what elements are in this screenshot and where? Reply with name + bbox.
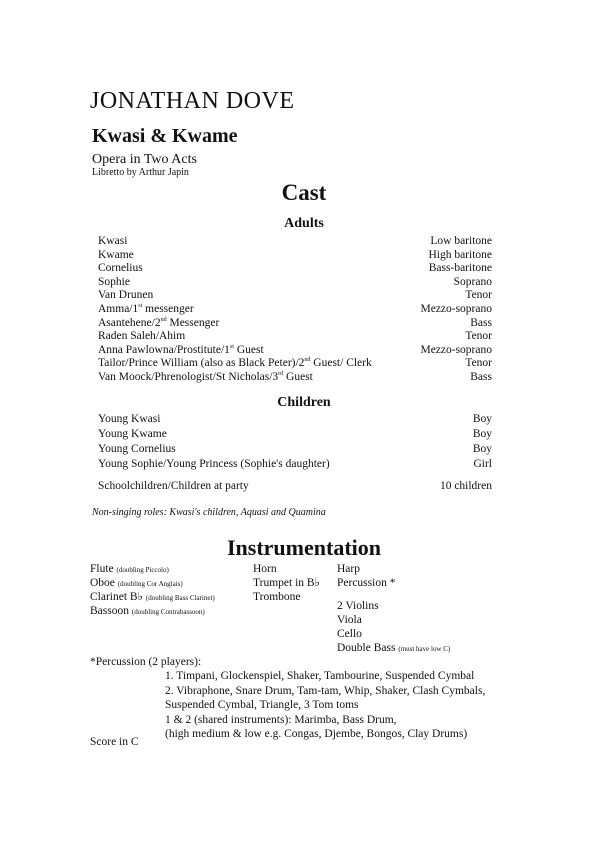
instrument-item: Trumpet in B♭ (253, 577, 320, 589)
role-name: Young Kwame (98, 428, 167, 440)
voice-type: Girl (473, 458, 492, 470)
score-note: Score in C (90, 736, 139, 748)
instrument-item: Harp (337, 563, 360, 575)
percussion-label: *Percussion (2 players): (90, 656, 202, 668)
opera-subtitle: Opera in Two Acts (92, 152, 197, 167)
woodwinds-list (90, 562, 215, 618)
role-name: Anna Pawlowna/Prostitute/1st Guest (98, 343, 264, 356)
cast-row (98, 317, 492, 331)
libretto-credit: Libretto by Arthur Japin (92, 167, 189, 178)
cast-row (98, 276, 492, 290)
cast-row (98, 303, 492, 317)
cast-row (98, 249, 492, 263)
instrument-item: Cello (337, 628, 362, 640)
instrumentation-heading: Instrumentation (226, 535, 381, 560)
children-cast-list (98, 412, 492, 472)
cast-row (98, 330, 492, 344)
cast-row (98, 412, 492, 427)
voice-type: Boy (472, 413, 492, 425)
percussion-line: 1. Timpani, Glockenspiel, Shaker, Tambourine, Suspended Cymbal (165, 670, 475, 682)
role-name: Schoolchildren/Children at party (98, 480, 249, 492)
opera-title: Kwasi & Kwame (92, 125, 238, 147)
cast-row (98, 262, 492, 276)
voice-type: Low baritone (430, 235, 492, 247)
instrument-item: Oboe (doubling Cor Anglais) (90, 577, 183, 589)
cast-row (98, 457, 492, 472)
voice-type: Bass (470, 316, 492, 329)
role-name: Young Cornelius (98, 443, 176, 455)
instrument-item: 2 Violins (337, 600, 379, 612)
strings-list (337, 599, 450, 655)
voice-type: Mezzo-soprano (420, 343, 492, 356)
voice-type: 10 children (439, 480, 492, 492)
instrument-item: Bassoon (doubling Contrabassoon) (90, 605, 205, 617)
voice-type: Boy (472, 443, 492, 455)
composer-name: JONATHAN DOVE (90, 88, 295, 114)
cast-row (98, 289, 492, 303)
voice-type: Boy (472, 428, 492, 440)
cast-row (98, 371, 492, 385)
role-name: Young Sophie/Young Princess (Sophie's daughter) (98, 458, 330, 470)
instrument-item: Trombone (253, 591, 301, 603)
voice-type: High baritone (428, 248, 492, 261)
percussion-line: (high medium & low e.g. Congas, Djembe, Bongos, Clay Drums) (165, 728, 468, 740)
percussion-details (165, 669, 485, 742)
role-name: Amma/1st messenger (98, 302, 194, 315)
instrument-item: Double Bass (must have low C) (337, 642, 451, 654)
role-name: Van Moock/Phrenologist/St Nicholas/3rd Guest (98, 370, 313, 383)
brass-list (253, 562, 320, 604)
role-name: Young Kwasi (98, 413, 161, 425)
role-name: Kwame (98, 248, 134, 261)
percussion-line: Suspended Cymbal, Triangle, 3 Tom toms (165, 699, 359, 711)
role-name: Raden Saleh/Ahim (98, 330, 186, 343)
cast-heading: Cast (281, 180, 327, 205)
cast-row (98, 427, 492, 442)
voice-type: Tenor (465, 330, 492, 343)
voice-type: Tenor (465, 357, 492, 370)
voice-type: Soprano (453, 275, 492, 288)
harp-percussion-list (337, 562, 395, 590)
voice-type: Bass (470, 370, 492, 383)
role-name: Sophie (98, 275, 130, 288)
instrument-item: Percussion * (337, 577, 396, 589)
adults-cast-list (98, 235, 492, 385)
instrument-item: Viola (337, 614, 362, 626)
role-name: Tailor/Prince William (also as Black Peter)/2nd Guest/ Clerk (98, 357, 372, 370)
role-name: Cornelius (98, 262, 143, 275)
cast-row (98, 357, 492, 371)
cast-row (98, 344, 492, 358)
role-name: Asantehene/2nd Messenger (98, 316, 220, 329)
role-name: Van Drunen (98, 289, 154, 302)
instrument-item: Horn (253, 563, 277, 575)
voice-type: Mezzo-soprano (420, 302, 492, 315)
percussion-line: 1 & 2 (shared instruments): Marimba, Bass Drum, (165, 713, 397, 726)
instrument-item: Clarinet B♭ (doubling Bass Clarinet) (90, 591, 215, 603)
children-heading: Children (277, 395, 331, 410)
cast-row (98, 235, 492, 249)
instrument-item: Flute (doubling Piccolo) (90, 563, 169, 575)
role-name: Kwasi (98, 235, 128, 247)
cast-row (98, 442, 492, 457)
voice-type: Bass-baritone (428, 262, 492, 275)
adults-heading: Adults (284, 216, 324, 231)
percussion-line: 2. Vibraphone, Snare Drum, Tam-tam, Whip, Shaker, Clash Cymbals, (165, 684, 486, 697)
non-singing-roles-note: Non-singing roles: Kwasi's children, Aquasi and Quamina (92, 507, 326, 518)
voice-type: Tenor (465, 289, 492, 302)
schoolchildren-row (98, 480, 492, 494)
